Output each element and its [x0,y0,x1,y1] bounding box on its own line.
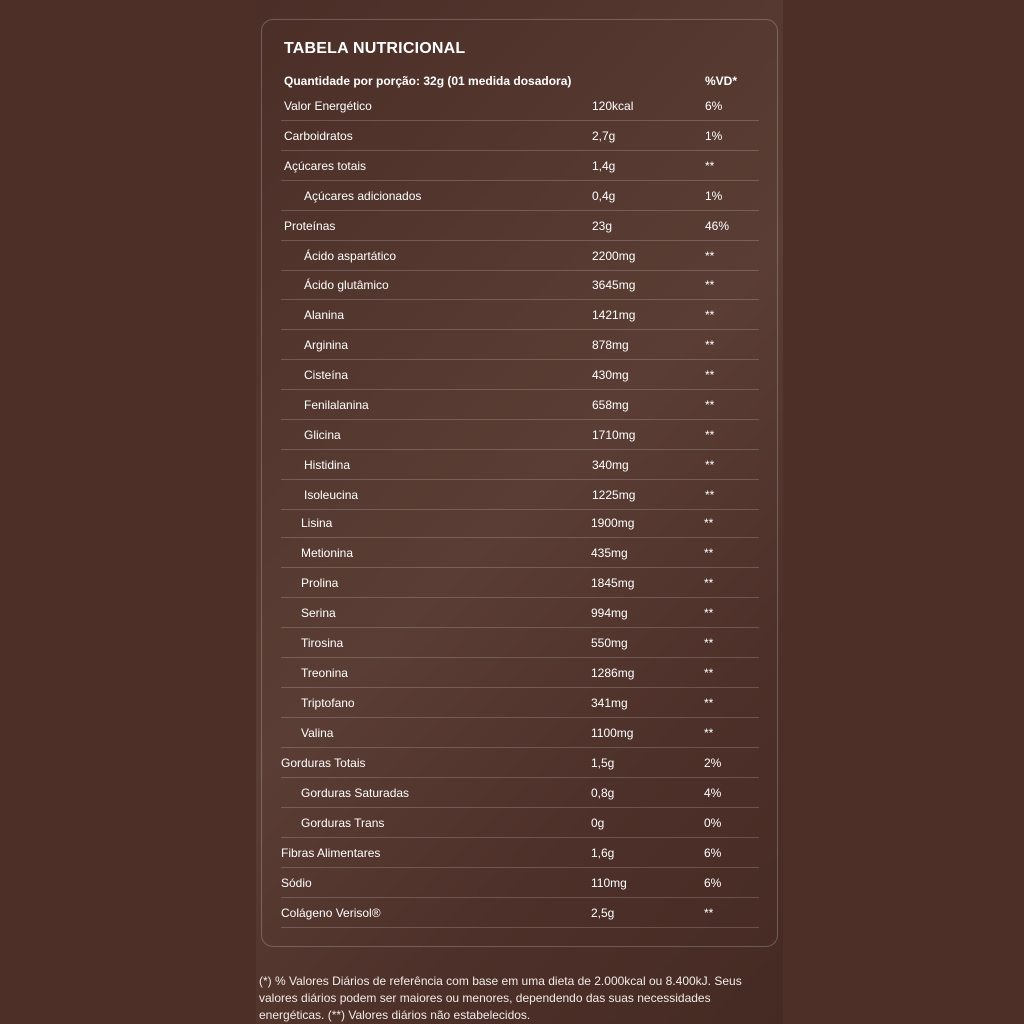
table-row [281,508,759,538]
table-row [281,181,759,211]
table-row [281,838,759,868]
nutrient-name: Ácido glutâmico [304,278,389,293]
nutrient-amount: 0,4g [592,188,616,203]
nutrient-amount: 658mg [592,398,629,412]
nutrient-daily-value: 1% [705,128,723,143]
nutrient-name: Tirosina [301,636,344,650]
nutrient-daily-value: ** [705,248,715,263]
nutrient-name: Fibras Alimentares [281,846,381,860]
nutrient-amount: 120kcal [592,99,634,113]
nutrient-amount: 2,5g [591,906,615,920]
table-row [281,151,759,181]
nutrient-name: Gorduras Trans [301,816,385,830]
nutrient-amount: 1,5g [591,756,615,770]
nutrient-name: Alanina [304,308,345,323]
nutrient-name: Glicina [304,427,341,442]
table-row [281,598,759,628]
table-row [281,211,759,241]
nutrient-daily-value: 6% [705,99,723,113]
nutrient-amount: 1100mg [591,726,634,740]
nutrient-amount: 3645mg [592,278,636,293]
nutrient-daily-value: 0% [704,816,722,830]
nutrient-amount: 1710mg [592,427,636,442]
table-row [281,390,759,420]
table-row [281,808,759,838]
nutrient-amount: 1,6g [591,846,615,860]
table-row [281,270,759,300]
nutrient-name: Ácido aspartático [304,248,397,263]
nutrient-daily-value: ** [705,368,715,383]
footnote: (*) % Valores Diários de referência com base em uma dieta de 2.000kcal ou 8.400kJ. Seus valores diários podem ser maiores ou menores, dependendo das suas necessidades energéticas. (**) Valores diários não estabelecidos. [259,974,742,1022]
table-row [281,121,759,151]
nutrient-daily-value: 2% [704,756,722,770]
nutrient-daily-value: ** [704,546,714,560]
nutrient-name: Fenilalanina [304,398,369,412]
nutrient-amount: 110mg [591,876,627,890]
nutrient-name: Triptofano [301,696,355,710]
nutrient-amount: 878mg [592,338,629,353]
nutrient-name: Carboidratos [284,128,353,143]
table-title: TABELA NUTRICIONAL [284,40,466,57]
table-row [281,538,759,568]
table-row [281,628,759,658]
table-row [281,91,759,121]
nutrient-name: Sódio [281,876,312,890]
table-row [281,868,759,898]
nutrient-name: Valor Energético [284,99,372,113]
serving-size-label: Quantidade por porção: 32g (01 medida dosadora) [284,74,572,88]
nutrient-name: Gorduras Totais [281,756,366,770]
nutrient-daily-value: ** [705,158,715,173]
nutrient-daily-value: ** [704,516,714,530]
nutrient-name: Treonina [301,666,348,680]
table-row [281,420,759,450]
nutrient-daily-value: ** [704,576,714,590]
nutrient-name: Lisina [301,516,333,530]
nutrient-daily-value: ** [705,487,715,502]
nutrient-amount: 0,8g [591,786,615,800]
nutrient-daily-value: ** [704,696,714,710]
nutrient-amount: 340mg [592,457,629,472]
table-row [281,718,759,748]
nutrient-daily-value: ** [705,338,715,353]
table-row [281,300,759,330]
nutrient-amount: 1900mg [591,516,635,530]
nutrient-daily-value: 6% [704,876,722,890]
nutrient-name: Arginina [304,338,349,353]
nutrient-amount: 341mg [591,696,628,710]
nutrient-daily-value: ** [704,636,714,650]
nutrient-name: Cisteína [304,368,349,383]
nutrient-amount: 430mg [592,368,629,383]
nutrient-daily-value: ** [705,308,715,323]
nutrient-amount: 2200mg [592,248,636,263]
table-row [281,748,759,778]
table-row [281,658,759,688]
nutrient-amount: 1421mg [592,308,636,323]
nutrient-name: Prolina [301,576,339,590]
nutrient-daily-value: 46% [705,218,730,233]
table-row [281,778,759,808]
table-row [281,568,759,598]
nutrient-daily-value: ** [704,666,714,680]
nutrient-name: Gorduras Saturadas [301,786,410,800]
nutrient-name: Serina [301,606,336,620]
nutrient-daily-value: ** [705,398,715,412]
nutrient-amount: 23g [592,218,613,233]
daily-value-header: %VD* [705,74,738,88]
nutrient-daily-value: ** [705,457,715,472]
nutrient-amount: 1225mg [592,487,636,502]
nutrient-name: Colágeno Verisol® [281,906,381,920]
left-background [0,0,256,1024]
nutrient-daily-value: ** [705,427,715,442]
table-row [281,360,759,390]
nutrient-amount: 0g [591,816,605,830]
table-row [281,898,759,928]
nutrient-amount: 1286mg [591,666,635,680]
nutrient-name: Açúcares adicionados [304,188,422,203]
table-row [281,480,759,510]
nutrient-amount: 1845mg [591,576,635,590]
nutrient-amount: 2,7g [592,128,616,143]
right-background [783,0,1024,1024]
nutrient-daily-value: ** [705,278,715,293]
table-row [281,450,759,480]
table-header [284,74,759,92]
nutrient-amount: 1,4g [592,158,616,173]
nutrient-daily-value: ** [704,726,714,740]
nutrient-daily-value: 6% [704,846,722,860]
nutrient-name: Proteínas [284,218,336,233]
nutrient-name: Metionina [301,546,354,560]
table-row [281,330,759,360]
nutrient-daily-value: 1% [705,188,723,203]
nutrient-amount: 435mg [591,546,628,560]
nutrient-daily-value: ** [704,906,714,920]
table-row [281,241,759,271]
nutrient-daily-value: ** [704,606,714,620]
nutrient-amount: 994mg [591,606,628,620]
nutrient-daily-value: 4% [704,786,722,800]
nutrient-amount: 550mg [591,636,628,650]
nutrient-name: Açúcares totais [284,158,367,173]
table-row [281,688,759,718]
nutrient-name: Isoleucina [304,487,359,502]
nutrient-name: Histidina [304,457,351,472]
nutrient-name: Valina [301,726,334,740]
